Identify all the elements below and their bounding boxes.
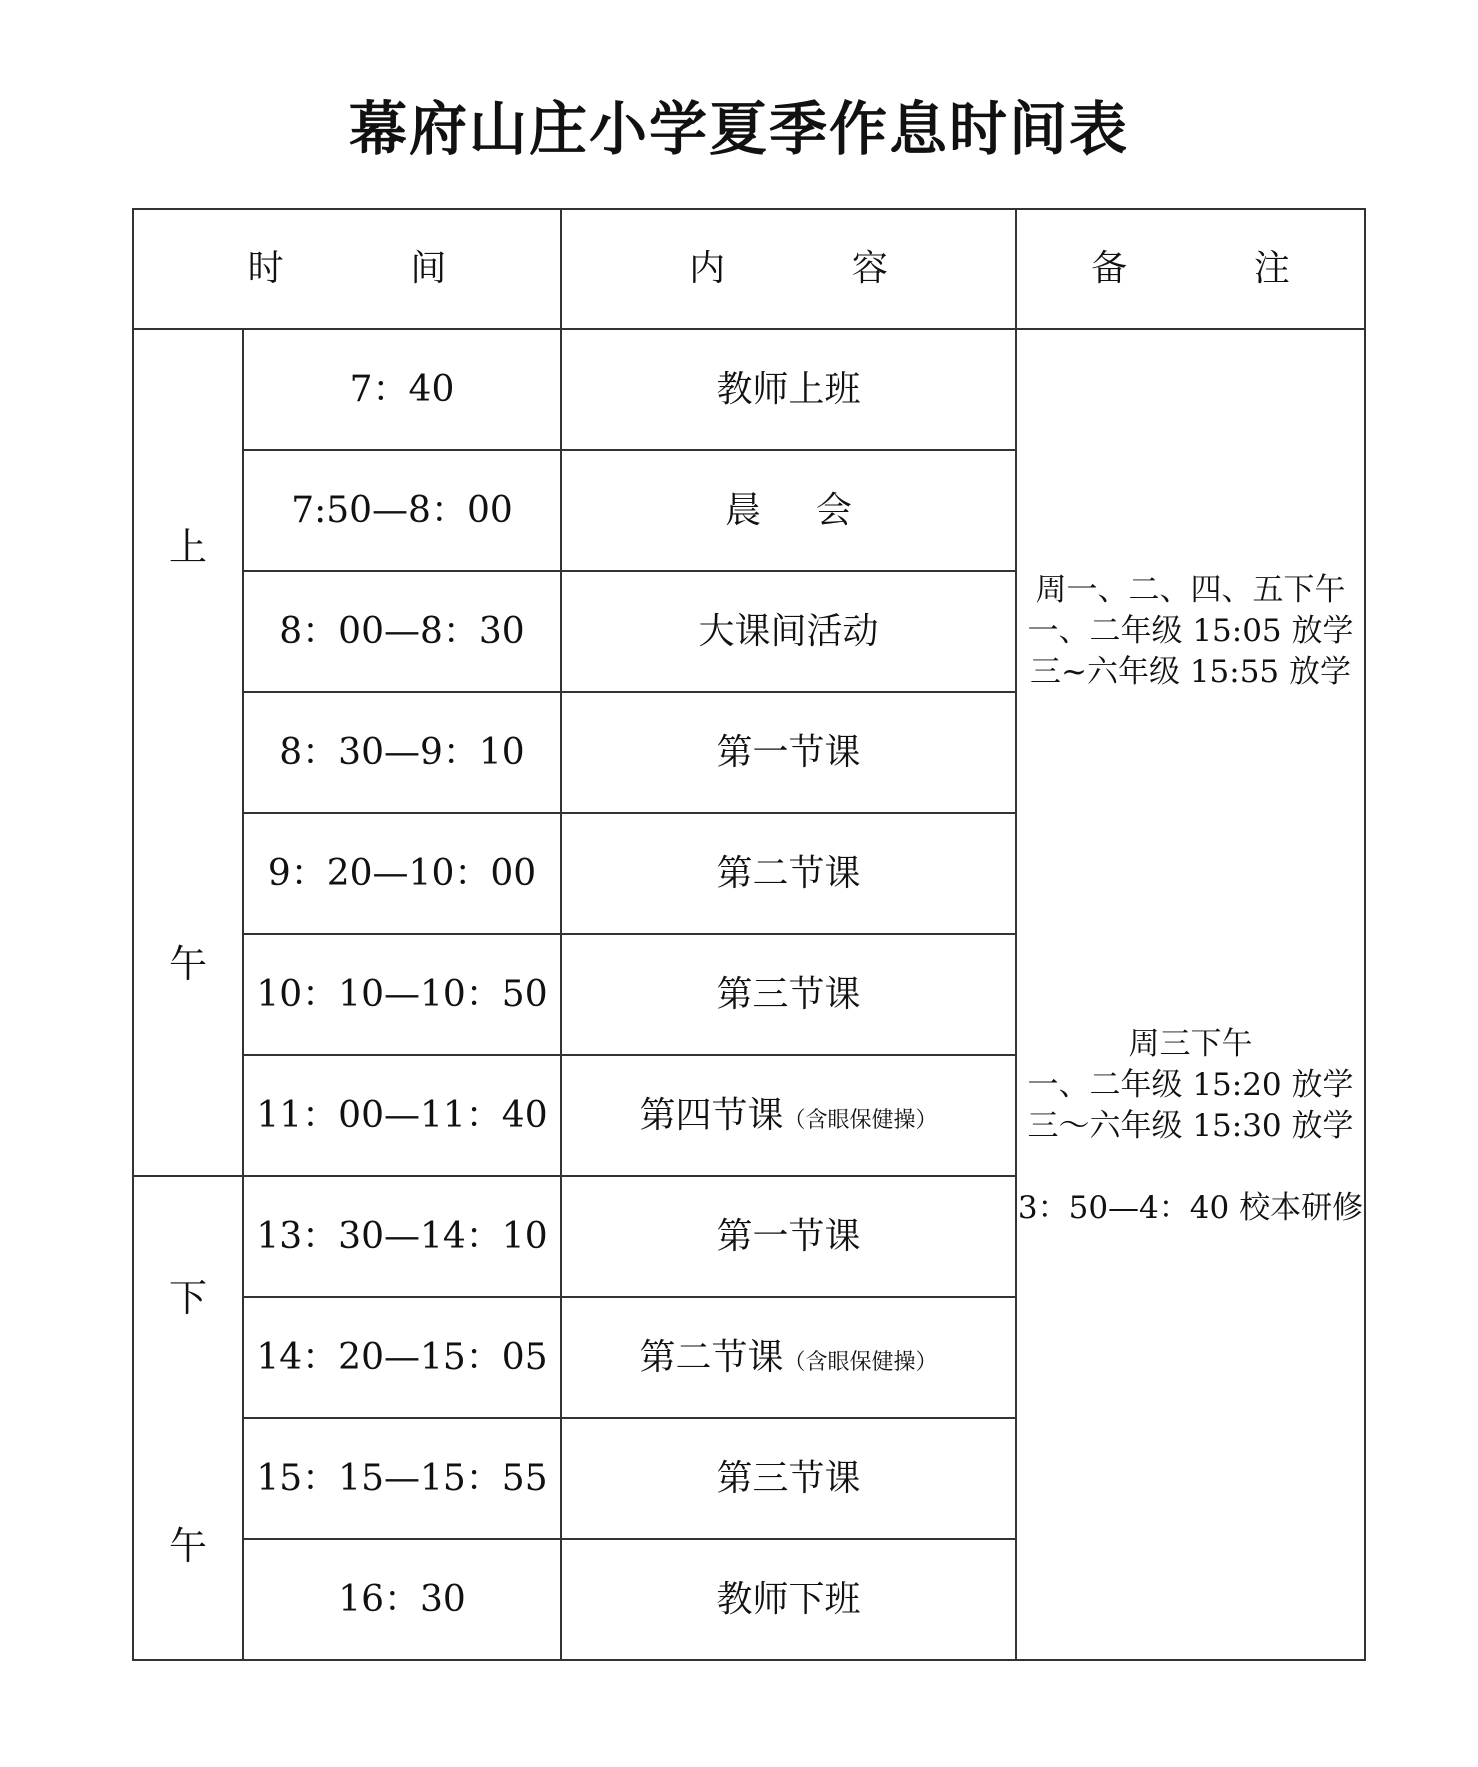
content-sub-label: （含眼保健操） (783, 1107, 938, 1133)
content-label: 教师上班 (716, 368, 861, 410)
content-label: 第三节课 (716, 1457, 861, 1499)
note-line: 三~六年级 15:55 放学 (1029, 654, 1352, 690)
note-line: 一、二年级 15:20 放学 (1027, 1067, 1354, 1103)
time-cell: 9：20—10：00 (243, 813, 561, 934)
content-sub-label: （含眼保健操） (783, 1349, 938, 1375)
note-line: 一、二年级 15:05 放学 (1027, 613, 1354, 649)
period-morning-char-2: 午 (168, 942, 207, 986)
content-cell (561, 692, 1016, 813)
content-cell (561, 329, 1016, 450)
content-cell (561, 934, 1016, 1055)
time-cell: 8：00—8：30 (243, 571, 561, 692)
content-cell (561, 1055, 1016, 1176)
time-cell: 8：30—9：10 (243, 692, 561, 813)
content-cell (561, 1539, 1016, 1660)
content-cell (561, 1418, 1016, 1539)
content-label: 教师下班 (716, 1578, 861, 1620)
header-content-cell (561, 209, 1016, 329)
content-label: 第二节课 (716, 852, 861, 894)
header-content: 内 容 (689, 248, 946, 290)
time-cell: 13：30—14：10 (243, 1176, 561, 1297)
period-morning-char-1: 上 (168, 525, 207, 569)
note-line: 周三下午 (1128, 1026, 1253, 1062)
header-notes-cell (1016, 209, 1365, 329)
content-label: 第二节课 (639, 1336, 784, 1378)
content-cell (561, 1297, 1016, 1418)
content-cell (561, 813, 1016, 934)
page-title: 幕府山庄小学夏季作息时间表 (348, 95, 1129, 163)
content-label: 第四节课 (639, 1094, 784, 1136)
schedule-table (132, 208, 1366, 1661)
content-label: 第一节课 (716, 731, 861, 773)
content-cell (561, 1176, 1016, 1297)
time-cell: 11：00—11：40 (243, 1055, 561, 1176)
header-time: 时 间 (247, 248, 504, 290)
time-cell: 16：30 (243, 1539, 561, 1660)
content-label: 第三节课 (716, 973, 861, 1015)
note-block-mon-tue-thu-fri (1017, 570, 1364, 693)
note-line: 3：50—4：40 校本研修 (1017, 1190, 1364, 1226)
time-cell: 10：10—10：50 (243, 934, 561, 1055)
notes-cell (1016, 329, 1365, 1660)
header-row (133, 209, 1365, 329)
note-block-training (1017, 1188, 1364, 1229)
table-row (133, 329, 1365, 450)
time-cell: 14：20—15：05 (243, 1297, 561, 1418)
content-label: 第一节课 (716, 1215, 861, 1257)
content-cell (561, 450, 1016, 571)
header-time-cell (133, 209, 561, 329)
time-cell: 7：40 (243, 329, 561, 450)
period-afternoon-char-1: 下 (168, 1276, 207, 1320)
note-line: 三～六年级 15:30 放学 (1027, 1108, 1354, 1144)
content-cell (561, 571, 1016, 692)
period-afternoon-char-2: 午 (168, 1524, 207, 1568)
period-morning-cell (133, 329, 243, 1176)
content-label: 大课间活动 (698, 610, 879, 652)
header-notes: 备 注 (1091, 248, 1348, 290)
content-label: 晨 会 (725, 489, 874, 531)
note-line: 周一、二、四、五下午 (1035, 572, 1346, 608)
time-cell: 15：15—15：55 (243, 1418, 561, 1539)
time-cell: 7:50—8：00 (243, 450, 561, 571)
period-afternoon-cell (133, 1176, 243, 1660)
note-block-wednesday (1017, 1024, 1364, 1147)
